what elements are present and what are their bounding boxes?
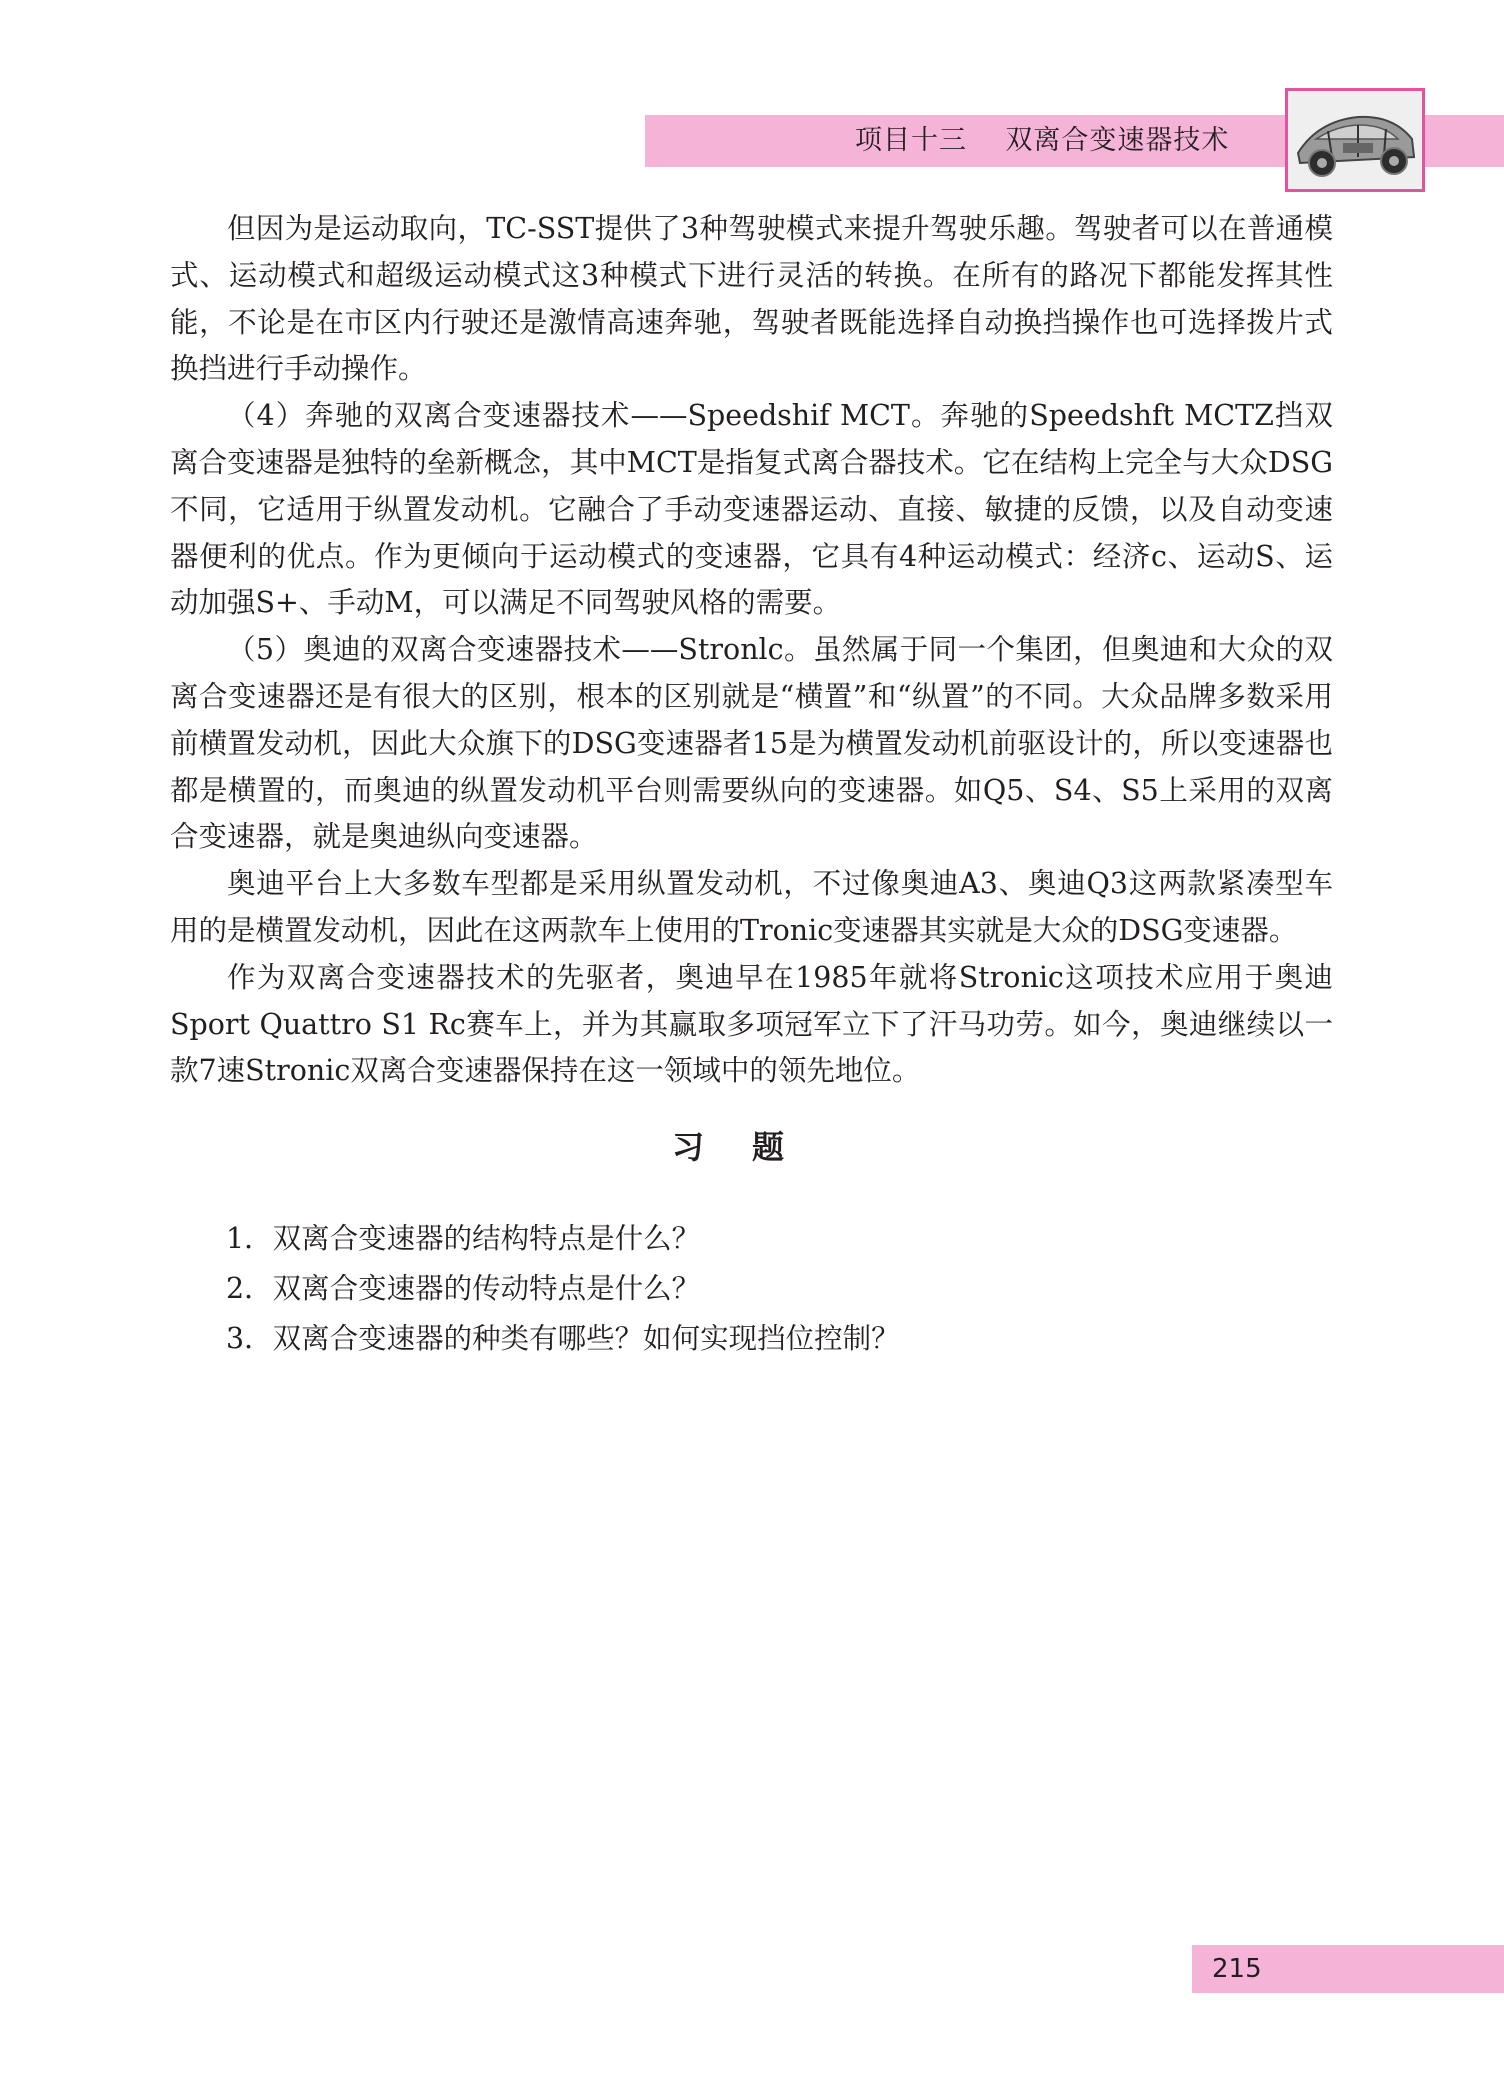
paragraph: （5）奥迪的双离合变速器技术——Stronlc。虽然属于同一个集团，但奥迪和大众的双离合变速器还是有很大的区别，根本的区别就是“横置”和“纵置”的不同。大众品牌多数采用前横置发动机，因此大众旗下的DSG变速器者15是为横置发动机前驱设计的，所以变速器也都是横置的，而奥迪的纵置发动机平台则需要纵向的变速器。如Q5、S4、S5上采用的双离合变速器，就是奥迪纵向变速器。	[170, 633, 1333, 854]
exercise-item: 1．双离合变速器的结构特点是什么？	[226, 1222, 701, 1255]
car-chassis-photo	[1285, 88, 1425, 192]
paragraph: （4）奔驰的双离合变速器技术——Speedshif MCT。奔驰的Speedshft MCTZ挡双离合变速器是独特的垒新概念，其中MCT是指复式离合器技术。它在结构上完全与大众DSG不同，它适用于纵置发动机。它融合了手动变速器运动、直接、敏捷的反馈，以及自动变速器便利的优点。作为更倾向于运动模式的变速器，它具有4种运动模式：经济c、运动S、运动加强S+、手动M，可以满足不同驾驶风格的需要。	[170, 399, 1333, 620]
body-text	[170, 206, 1333, 1095]
paragraph: 但因为是运动取向，TC-SST提供了3种驾驶模式来提升驾驶乐趣。驾驶者可以在普通模式、运动模式和超级运动模式这3种模式下进行灵活的转换。在所有的路况下都能发挥其性能，不论是在市区内行驶还是激情高速奔驰，驾驶者既能选择自动换挡操作也可选择拨片式换挡进行手动操作。	[170, 212, 1333, 386]
paragraph: 奥迪平台上大多数车型都是采用纵置发动机，不过像奥迪A3、奥迪Q3这两款紧凑型车用的是横置发动机，因此在这两款车上使用的Tronic变速器其实就是大众的DSG变速器。	[170, 867, 1333, 947]
paragraph: 作为双离合变速器技术的先驱者，奥迪早在1985年就将Stronic这项技术应用于奥迪Sport Quattro S1 Rc赛车上，并为其赢取多项冠军立下了汗马功劳。如今，奥迪继续以一款7速Stronic双离合变速器保持在这一领域中的领先地位。	[170, 960, 1333, 1088]
chapter-title: 项目十三 双离合变速器技术	[855, 125, 1230, 156]
page-number: 215	[1212, 1954, 1262, 1984]
exercise-item: 3．双离合变速器的种类有哪些？如何实现挡位控制？	[226, 1322, 900, 1355]
exercise-item: 2．双离合变速器的传动特点是什么？	[226, 1272, 701, 1305]
exercise-list	[226, 1214, 1326, 1364]
exercises-heading: 习题	[671, 1128, 832, 1166]
